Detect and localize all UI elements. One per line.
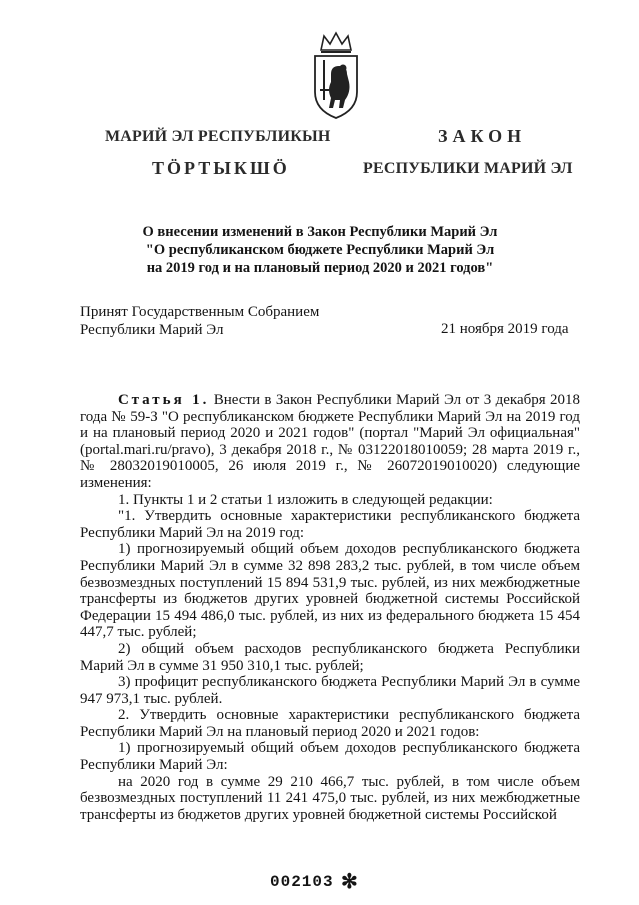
adoption-date: 21 ноября 2019 года xyxy=(441,321,569,337)
footer-mark: ✻ xyxy=(341,871,358,893)
paragraph-6: 2. Утвердить основные характеристики республиканского бюджета Республики Марий Эл на плановый период 2020 и 2021 годов: xyxy=(80,707,580,740)
paragraph-2: "1. Утвердить основные характеристики республиканского бюджета Республики Марий Эл на 2019 год: xyxy=(80,508,580,541)
coat-of-arms-icon xyxy=(309,30,363,120)
article-intro: Внести в Закон Республики Марий Эл от 3 декабря 2018 года № 59-З "О республиканском бюджете Республики Марий Эл на 2019 год и на плановый период 2020 и 2021 годов" (портал "Марий Эл официальная" (portal.mari.ru/pravo), 3 декабря 2018 г., № 03122018010059; 28 марта 2019 г., № 28032019010005, 26 июля 2019 г., № 26072019010020) следующие изменения: xyxy=(80,392,581,491)
adoption-note xyxy=(80,303,319,339)
header-right-line1: ЗАКОН xyxy=(438,126,527,146)
header-right-line2: РЕСПУБЛИКИ МАРИЙ ЭЛ xyxy=(363,160,573,177)
paragraph-8: на 2020 год в сумме 29 210 466,7 тыс. рублей, в том числе объем безвозмездных поступлений 11 241 475,0 тыс. рублей, из них межбюджетные трансферты из бюджетов других уровней бюджетной системы Российской xyxy=(80,773,580,823)
document-body xyxy=(80,392,580,823)
document-title xyxy=(90,223,550,277)
adoption-line1: Принят Государственным Собранием xyxy=(80,304,320,320)
paragraph-5: 3) профицит республиканского бюджета Республики Марий Эл в сумме 947 973,1 тыс. рублей. xyxy=(80,674,580,707)
title-line2: "О республиканском бюджете Республики Марий Эл xyxy=(145,242,495,258)
paragraph-3: 1) прогнозируемый общий объем доходов республиканского бюджета Республики Марий Эл в сумме 32 898 283,2 тыс. рублей, в том числе объем безвозмездных поступлений 15 894 531,9 тыс. рублей, из них межбюджетные трансферты из бюджетов других уровней бюджетной системы Российской Федерации 15 494 486,0 тыс. рублей, из них из федерального бюджета 15 454 447,7 тыс. рублей; xyxy=(80,541,580,641)
article-1-paragraph xyxy=(80,392,580,492)
header-left-line1: МАРИЙ ЭЛ РЕСПУБЛИКЫН xyxy=(105,128,331,145)
paragraph-4: 2) общий объем расходов республиканского бюджета Республики Марий Эл в сумме 31 950 310,1 тыс. рублей; xyxy=(80,640,580,674)
page-serial-number: 002103 xyxy=(270,873,334,891)
header-left-line2: ТӦРТЫКШӦ xyxy=(152,158,290,178)
paragraph-1: 1. Пункты 1 и 2 статьи 1 изложить в следующей редакции: xyxy=(118,491,493,508)
article-label: Статья 1. xyxy=(118,392,210,408)
paragraph-7: 1) прогнозируемый общий объем доходов республиканского бюджета Республики Марий Эл: xyxy=(80,740,580,774)
title-line3: на 2019 год и на плановый период 2020 и 2021 годов" xyxy=(146,260,494,276)
adoption-line2: Республики Марий Эл xyxy=(80,322,224,338)
title-line1: О внесении изменений в Закон Республики Марий Эл xyxy=(142,224,498,240)
